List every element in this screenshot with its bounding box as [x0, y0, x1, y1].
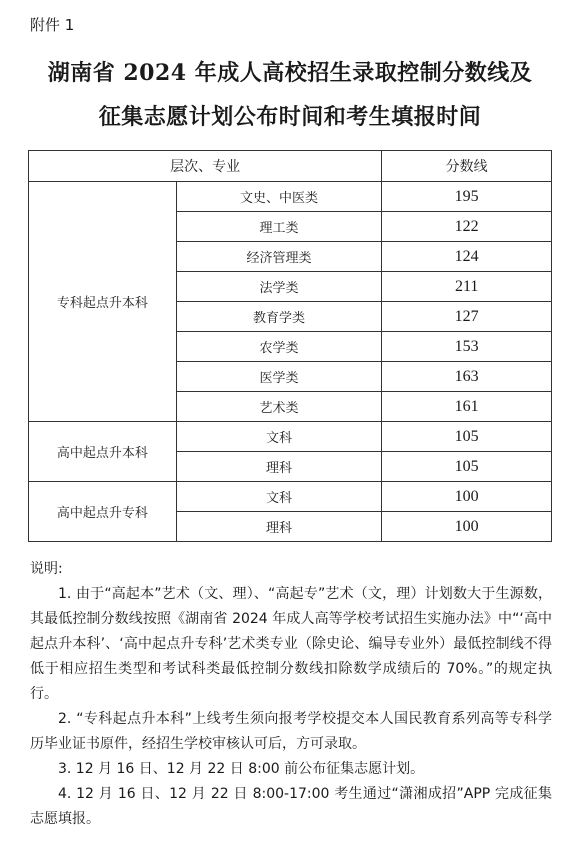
document-title-line-2: 征集志愿计划公布时间和考生填报时间: [98, 104, 482, 130]
group-name: 高中起点升本科: [29, 422, 177, 482]
major-name: 艺术类: [176, 392, 382, 422]
header-score: 分数线: [382, 151, 552, 182]
score-table: [28, 150, 552, 542]
note-item: 2. “专科起点升本科”上线考生须向报考学校提交本人国民教育系列高等专科学历毕业证书原件，经招生学校审核认可后，方可录取。: [30, 711, 552, 752]
score-value: 105: [382, 452, 552, 482]
major-name: 教育学类: [176, 302, 382, 332]
attachment-label: 附件 1: [30, 16, 75, 34]
group-name: 高中起点升专科: [29, 482, 177, 542]
note-item: 4. 12 月 16 日、12 月 22 日 8:00-17:00 考生通过“潇湘成招”APP 完成征集志愿填报。: [30, 786, 552, 827]
score-value: 100: [382, 482, 552, 512]
major-name: 法学类: [176, 272, 382, 302]
major-name: 文科: [176, 422, 382, 452]
score-value: 122: [382, 212, 552, 242]
score-value: 153: [382, 332, 552, 362]
table-row: [29, 482, 552, 512]
major-name: 理科: [176, 452, 382, 482]
score-value: 124: [382, 242, 552, 272]
score-value: 161: [382, 392, 552, 422]
score-value: 211: [382, 272, 552, 302]
notes-section: [30, 557, 552, 832]
note-item: 1. 由于“高起本”艺术（文、理）、“高起专”艺术（文，理）计划数大于生源数，其最低控制分数线按照《湖南省 2024 年成人高等学校考试招生实施办法》中“‘高中起点升本科’、‘高中起点升专科’艺术类专业（除史论、编导专业外）最低控制线不得低于相应招生类型和考试科类最低控制分数线扣除数学成绩后的 70%。”的规定执行。: [30, 586, 552, 702]
table-header-row: [29, 151, 552, 182]
score-value: 127: [382, 302, 552, 332]
major-name: 理工类: [176, 212, 382, 242]
score-value: 195: [382, 182, 552, 212]
major-name: 经济管理类: [176, 242, 382, 272]
major-name: 文科: [176, 482, 382, 512]
group-name: 专科起点升本科: [29, 182, 177, 422]
table-row: [29, 182, 552, 212]
notes-label: 说明:: [30, 561, 63, 577]
score-value: 100: [382, 512, 552, 542]
major-name: 理科: [176, 512, 382, 542]
note-item: 3. 12 月 16 日、12 月 22 日 8:00 前公布征集志愿计划。: [58, 761, 425, 777]
major-name: 农学类: [176, 332, 382, 362]
score-value: 163: [382, 362, 552, 392]
document-title-line-1: 湖南省 2024 年成人高校招生录取控制分数线及: [47, 60, 533, 86]
table-row: [29, 422, 552, 452]
header-category: 层次、专业: [29, 151, 382, 182]
score-value: 105: [382, 422, 552, 452]
major-name: 医学类: [176, 362, 382, 392]
major-name: 文史、中医类: [176, 182, 382, 212]
